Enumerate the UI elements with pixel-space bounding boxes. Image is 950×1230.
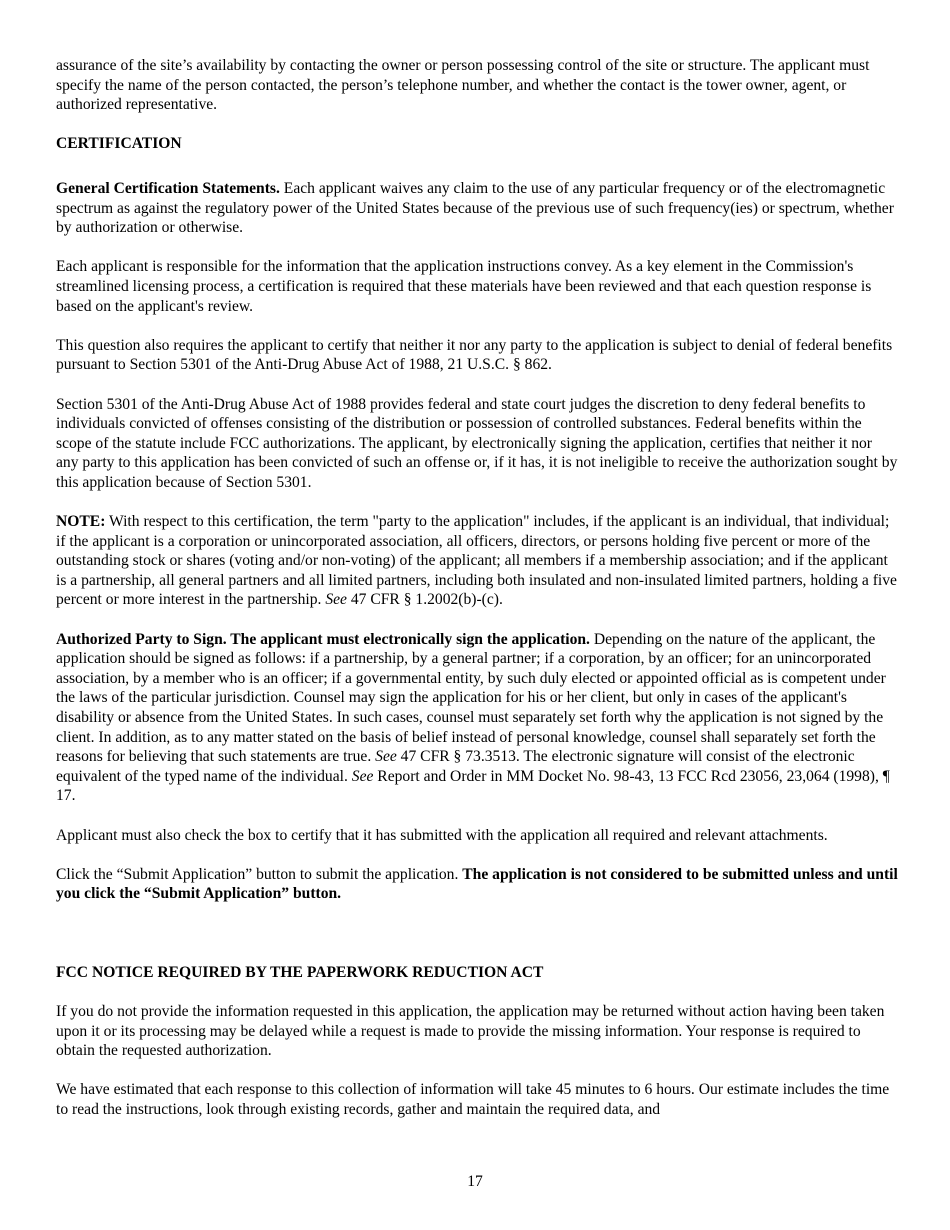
authorized-party-requirement: The applicant must electronically sign the application.	[226, 630, 590, 648]
fcc-notice-heading: FCC NOTICE REQUIRED BY THE PAPERWORK REDUCTION ACT	[56, 963, 544, 981]
authorized-party-title: Authorized Party to Sign.	[56, 630, 227, 648]
authorized-party-end: Report and Order in MM Docket No. 98-43, 13 FCC Rcd 23056, 23,064 (1998), ¶ 17.	[56, 767, 890, 805]
paragraph-responsibility: Each applicant is responsible for the information that the application instructions convey. As a key element in the Commission's streamlined licensing process, a certification is required that these materials have been reviewed and that each question response is based on the applicant's review.	[56, 258, 872, 315]
authorized-party-body: Depending on the nature of the applicant, the application should be signed as follows: if a partnership, by a general partner; if a corporation, by an officer; for an unincorporated association, by a member who is an officer; if a governmental entity, by such duly elected or appointed official as is competent under the laws of the particular jurisdiction. Counsel may sign the application for his or her client, but only in cases of the applicant's disability or absence from the United States. In such cases, counsel must separately set forth why the application is not signed by the client. In addition, as to any matter stated on the basis of belief instead of personal knowledge, counsel shall separately set forth the reasons for believing that such statements are true.	[56, 630, 886, 766]
paragraph-burden-estimate: We have estimated that each response to this collection of information will take 45 minutes to 6 hours. Our estimate includes the time to read the instructions, look through existing records, gather and maintain the required data, and	[56, 1081, 890, 1118]
paragraph-site-availability: assurance of the site’s availability by contacting the owner or person possessing control of the site or structure. The applicant must specify the name of the person contacted, the person’s telephone number, and whether the contact is the tower owner, agent, or authorized representative.	[56, 57, 870, 114]
submit-instruction-body: Click the “Submit Application” button to submit the application.	[56, 865, 463, 883]
paragraph-section-5301: Section 5301 of the Anti-Drug Abuse Act of 1988 provides federal and state court judges the discretion to deny federal benefits to individuals convicted of offenses consisting of the distribution or possession of controlled substances. Federal benefits within the scope of the statute include FCC authorizations. The applicant, by electronically signing the application, certifies that neither it nor any party to this application has been convicted of such an offense or, if it has, it is not ineligible to receive the authorization sought by this application because of Section 5301.	[56, 395, 898, 491]
paragraph-authorized-party	[56, 630, 898, 806]
paragraph-anti-drug: This question also requires the applicant to certify that neither it nor any party to the application is subject to denial of federal benefits pursuant to Section 5301 of the Anti-Drug Abuse Act of 1988, 21 U.S.C. § 862.	[56, 336, 893, 374]
note-citation: 47 CFR § 1.2002(b)-(c).	[346, 591, 503, 609]
note-label: NOTE:	[56, 513, 106, 531]
document-page	[56, 56, 898, 1119]
paragraph-submit-instruction	[56, 865, 898, 904]
paragraph-note	[56, 512, 898, 610]
note-see: See	[325, 591, 347, 609]
paragraph-information-not-provided: If you do not provide the information requested in this application, the application may be returned without action having been taken upon it or its processing may be delayed while a request is made to provide the missing information. Your response is required to obtain the requested authorization.	[56, 1002, 885, 1060]
page-number: 17	[467, 1173, 483, 1190]
paragraph-general-certification	[56, 179, 898, 238]
authorized-party-mid: 47 CFR § 73.3513. The electronic signature will consist of the electronic equivalent of the typed name of the individual.	[56, 748, 855, 785]
submit-instruction-warning: The application is not considered to be submitted unless and until you click the “Submit Application” button.	[56, 865, 898, 903]
paragraph-checkbox-certify: Applicant must also check the box to certify that it has submitted with the application all required and relevant attachments.	[56, 826, 828, 844]
general-certification-body: Each applicant waives any claim to the use of any particular frequency or of the electromagnetic spectrum as against the regulatory power of the United States because of the previous use of such frequency(ies) or spectrum, whether by authorization or otherwise.	[56, 179, 894, 237]
certification-heading: CERTIFICATION	[56, 135, 182, 153]
authorized-party-see-1: See	[375, 748, 397, 766]
general-certification-title: General Certification Statements.	[56, 179, 280, 197]
authorized-party-see-2: See	[351, 767, 374, 785]
note-body: With respect to this certification, the term "party to the application" includes, if the applicant is an individual, that individual; if the applicant is a corporation or unincorporated association, all officers, directors, or persons holding five percent or more of the outstanding stock or shares (voting and/or non-voting) of the applicant; all members if a membership association; and if the applicant is a partnership, all general partners and all limited partners, including both insulated and non-insulated limited partners, holding a five percent or more interest in the partnership.	[56, 513, 897, 609]
